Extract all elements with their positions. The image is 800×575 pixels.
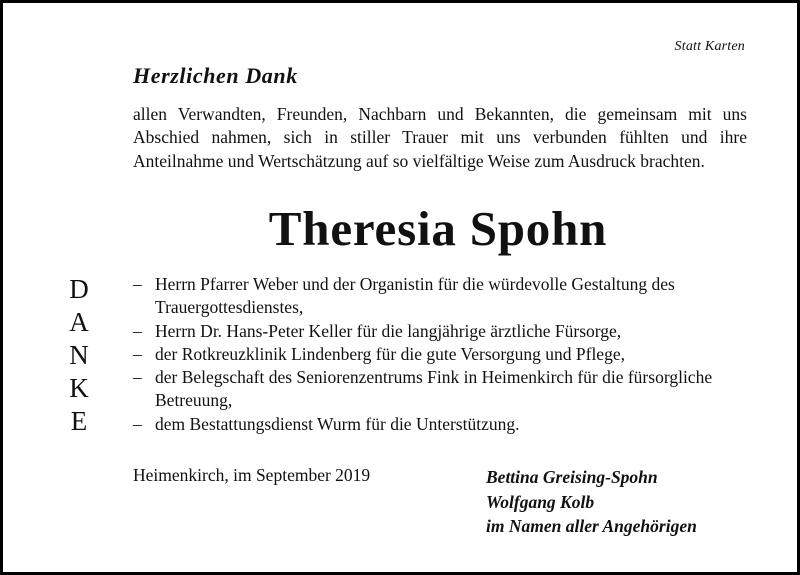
list-item	[133, 366, 753, 413]
list-dash: –	[133, 367, 142, 388]
list-item-text: Herrn Dr. Hans-Peter Keller für die langjährige ärztliche Fürsorge,	[155, 320, 622, 341]
signer-name: Bettina Greising-Spohn	[486, 467, 658, 487]
list-dash: –	[133, 274, 142, 294]
place-date: Heimenkirch, im September 2019	[133, 465, 371, 485]
danke-letter: A	[69, 307, 89, 337]
list-item-text: der Rotkreuzklinik Lindenberg für die gute Versorgung und Pflege,	[155, 343, 625, 364]
danke-letter: K	[69, 373, 89, 403]
corner-note: Statt Karten	[674, 39, 745, 54]
list-item	[133, 413, 753, 436]
list-item	[133, 273, 753, 320]
list-dash: –	[133, 413, 142, 434]
list-item-text: der Belegschaft des Seniorenzentrums Fink in Heimenkirch für die fürsorgliche Betreuung,	[155, 367, 713, 411]
danke-letter: N	[69, 340, 89, 370]
signer-note: im Namen aller Angehörigen	[486, 516, 697, 536]
signer-name: Wolfgang Kolb	[486, 491, 595, 512]
list-item-text: dem Bestattungsdienst Wurm für die Unterstützung.	[155, 413, 520, 434]
list-dash: –	[133, 320, 142, 341]
list-item	[133, 320, 753, 343]
deceased-name: Theresia Spohn	[268, 201, 608, 256]
signers-block	[486, 465, 697, 539]
danke-letter: E	[70, 406, 88, 436]
list-item-text: Herrn Pfarrer Weber und der Organistin für die würdevolle Gestaltung des Trauergottesdienstes,	[155, 274, 675, 318]
intro-paragraph: allen Verwandten, Freunden, Nachbarn und Bekannten, die gemeinsam mit uns Abschied nahmen, sich in stiller Trauer mit uns verbunden fühlten und ihre Anteilnahme und Wertschätzung auf so vielfältige Weise zum Ausdruck brachten.	[133, 104, 747, 171]
list-item	[133, 343, 753, 366]
danke-letter: D	[69, 274, 89, 304]
list-dash: –	[133, 343, 142, 364]
danke-vertical-word	[57, 273, 101, 438]
thanks-heading: Herzlichen Dank	[133, 63, 298, 88]
thanks-list	[133, 273, 753, 436]
